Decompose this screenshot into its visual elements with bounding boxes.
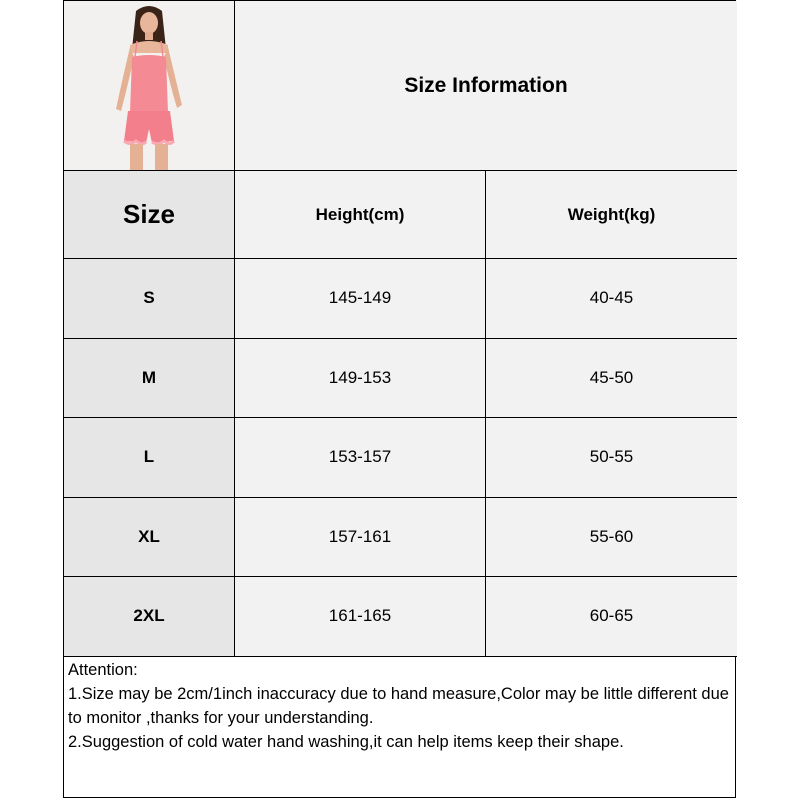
height-cell: 149-153 bbox=[235, 339, 486, 418]
table-row bbox=[64, 577, 737, 657]
note-line-1: 1.Size may be 2cm/1inch inaccuracy due to hand measure,Color may be little different due to monitor ,thanks for your understanding. bbox=[68, 685, 729, 727]
weight-cell: 60-65 bbox=[486, 577, 737, 656]
weight-cell: 50-55 bbox=[486, 418, 737, 497]
note-line-2: 2.Suggestion of cold water hand washing,it can help items keep their shape. bbox=[68, 733, 624, 751]
header-weight: Weight(kg) bbox=[486, 171, 737, 258]
table-row bbox=[64, 498, 737, 578]
size-table bbox=[64, 171, 737, 657]
model-illustration bbox=[64, 1, 234, 170]
weight-cell: 55-60 bbox=[486, 498, 737, 577]
height-cell: 145-149 bbox=[235, 259, 486, 338]
size-cell: L bbox=[64, 418, 235, 497]
weight-cell: 45-50 bbox=[486, 339, 737, 418]
header-height: Height(cm) bbox=[235, 171, 486, 258]
header-size: Size bbox=[64, 171, 235, 258]
attention-notes bbox=[68, 658, 733, 754]
notes-heading: Attention: bbox=[68, 661, 138, 679]
title-cell bbox=[235, 1, 737, 171]
size-cell: M bbox=[64, 339, 235, 418]
size-cell: XL bbox=[64, 498, 235, 577]
height-cell: 153-157 bbox=[235, 418, 486, 497]
page-title: Size Information bbox=[404, 73, 568, 97]
product-photo bbox=[64, 1, 235, 171]
height-cell: 161-165 bbox=[235, 577, 486, 656]
table-row bbox=[64, 418, 737, 498]
height-cell: 157-161 bbox=[235, 498, 486, 577]
weight-cell: 40-45 bbox=[486, 259, 737, 338]
table-header-row bbox=[64, 171, 737, 259]
table-row bbox=[64, 259, 737, 339]
table-row bbox=[64, 339, 737, 419]
size-cell: S bbox=[64, 259, 235, 338]
size-chart bbox=[63, 0, 736, 798]
size-cell: 2XL bbox=[64, 577, 235, 656]
